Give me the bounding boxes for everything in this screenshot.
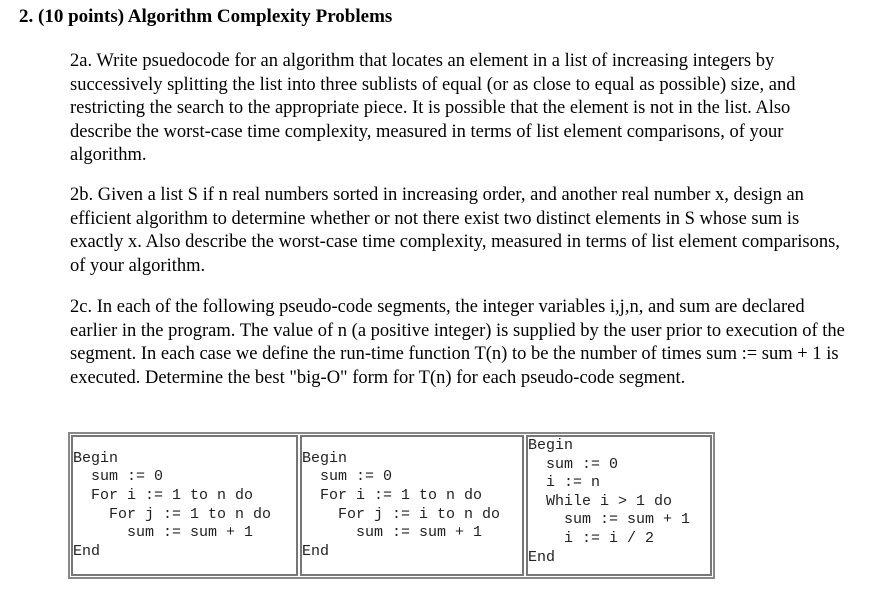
problem-2b: 2b. Given a list S if n real numbers sorted in increasing order, and another real number x, design an efficient algorithm to determine whether or not there exist two distinct elements in S whose sum is exactly x. Also describe the worst-case time complexity, measured in terms of list element comparisons, of your algorithm. [70,185,840,276]
code-text: Begin sum := 0 For i := 1 to n do For j := 1 to n do sum := sum + 1 End [73,449,272,560]
code-segment-3 [526,435,712,576]
pseudocode-table [68,432,715,579]
code-text: Begin sum := 0 i := n While i > 1 do sum := sum + 1 i := i / 2 End [528,437,691,566]
code-text: Begin sum := 0 For i := 1 to n do For j := i to n do sum := sum + 1 End [302,449,501,560]
problem-2c: 2c. In each of the following pseudo-code segments, the integer variables i,j,n, and sum are declared earlier in the program. The value of n (a positive integer) is supplied by the user prior to execution of the segment. In each case we define the run-time function T(n) to be the number of times sum := sum + 1 is executed. Determine the best "big-O" form for T(n) for each pseudo-code segment. [70,297,845,388]
problem-title: 2. (10 points) Algorithm Complexity Problems [19,6,393,27]
problem-2a: 2a. Write psuedocode for an algorithm that locates an element in a list of increasing integers by successively splitting the list into three sublists of equal (or as close to equal as possible) size, and restricting the search to the appropriate piece. It is possible that the element is not in the list. Also describe the worst-case time complexity, measured in terms of list element comparisons, of your algorithm. [70,51,796,166]
code-segment-1 [71,435,298,576]
code-segment-2 [300,435,524,576]
